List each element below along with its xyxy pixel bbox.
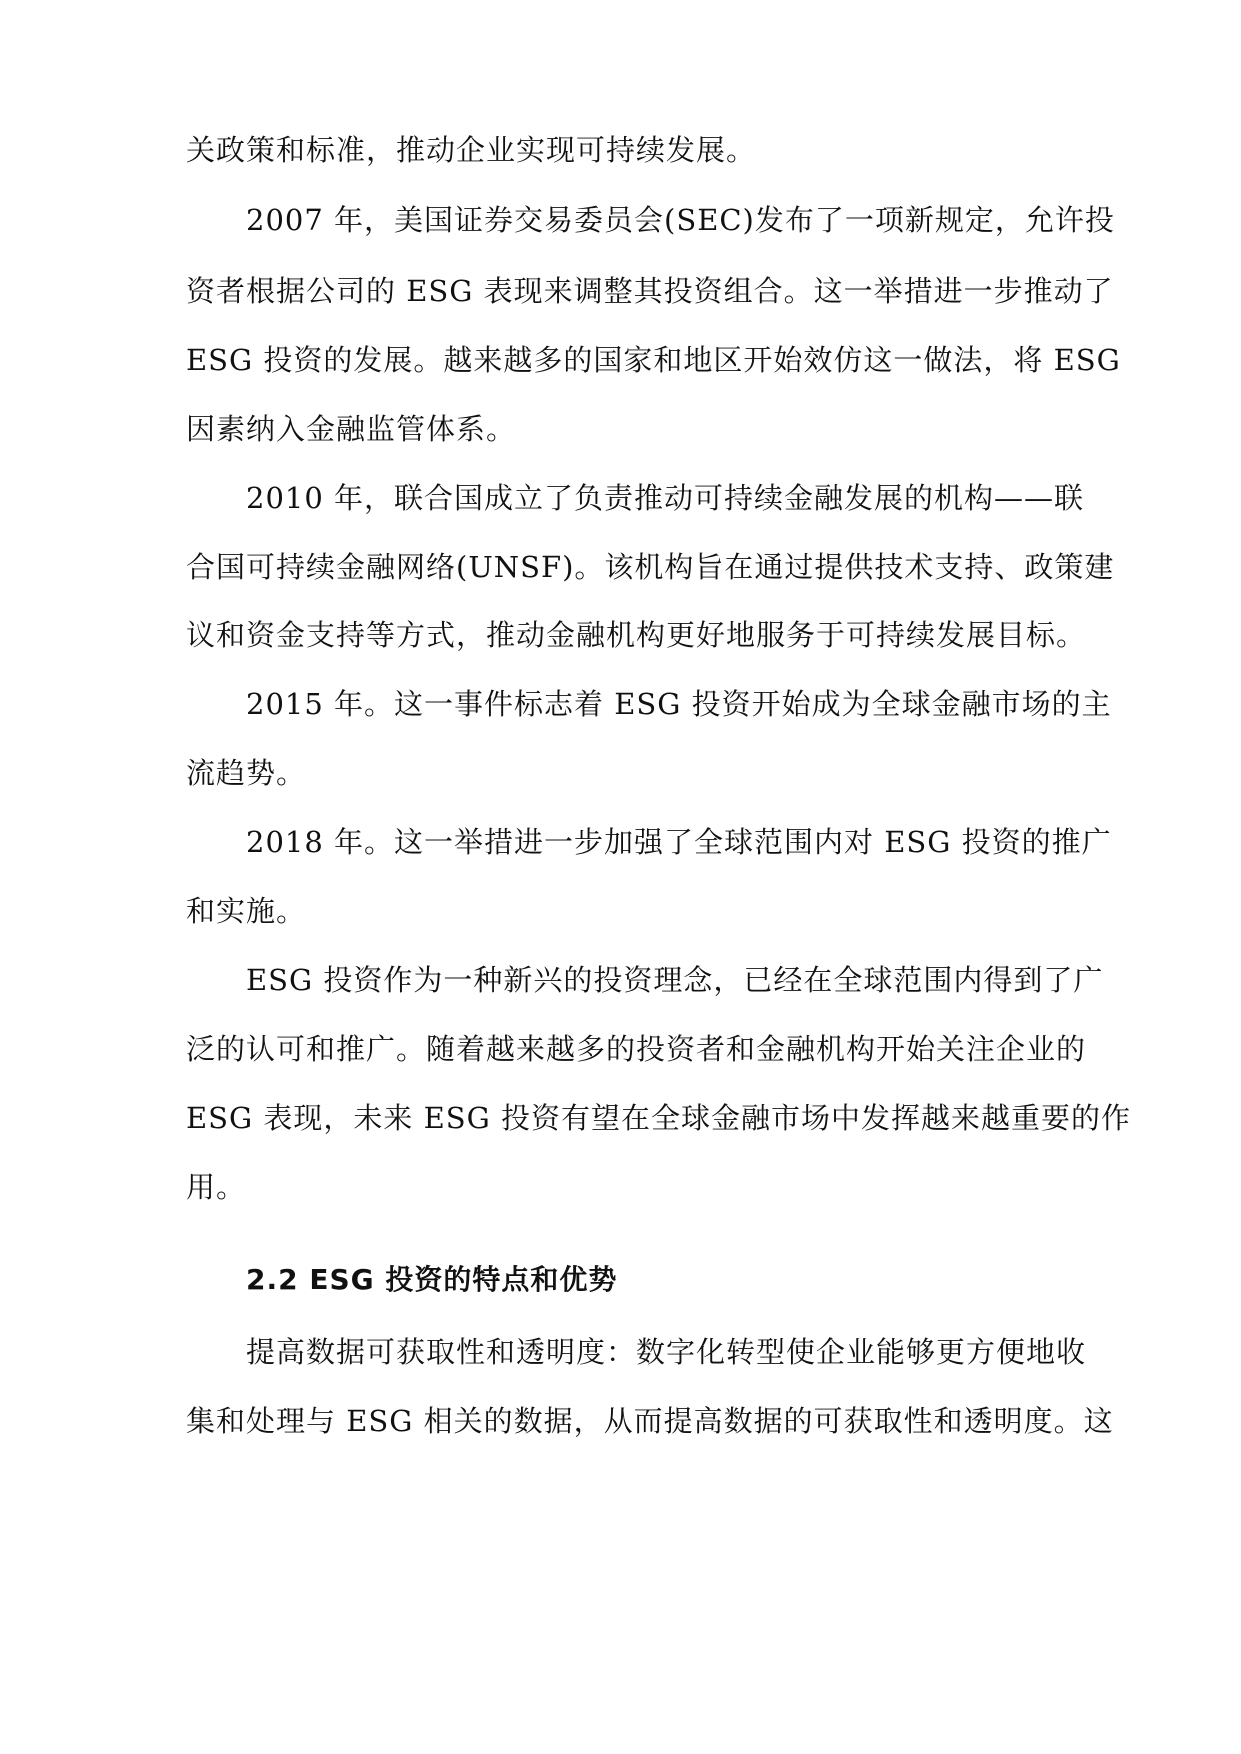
text-line: ESG 表现，未来 ESG 投资有望在全球金融市场中发挥越来越重要的作 bbox=[186, 1101, 1132, 1135]
text-line: 提高数据可获取性和透明度：数字化转型使企业能够更方便地收 bbox=[246, 1335, 1087, 1369]
text-line: 流趋势。 bbox=[186, 756, 307, 790]
text-line: 因素纳入金融监管体系。 bbox=[186, 412, 517, 446]
text-line: ESG 投资作为一种新兴的投资理念，已经在全球范围内得到了广 bbox=[246, 963, 1104, 997]
text-line: 用。 bbox=[186, 1170, 247, 1204]
text-line: 合国可持续金融网络(UNSF)。该机构旨在通过提供技术支持、政策建 bbox=[186, 550, 1115, 584]
section-heading: 2.2 ESG 投资的特点和优势 bbox=[246, 1263, 618, 1296]
text-line: 2007 年，美国证券交易委员会(SEC)发布了一项新规定，允许投 bbox=[246, 203, 1115, 237]
text-line: ESG 投资的发展。越来越多的国家和地区开始效仿这一做法，将 ESG bbox=[186, 343, 1121, 377]
text-line: 资者根据公司的 ESG 表现来调整其投资组合。这一举措进一步推动了 bbox=[186, 274, 1114, 308]
text-line: 集和处理与 ESG 相关的数据，从而提高数据的可获取性和透明度。这 bbox=[186, 1404, 1114, 1438]
text-line: 关政策和标准，推动企业实现可持续发展。 bbox=[186, 133, 757, 167]
text-line: 2018 年。这一举措进一步加强了全球范围内对 ESG 投资的推广 bbox=[246, 825, 1112, 859]
text-line: 2010 年，联合国成立了负责推动可持续金融发展的机构——联 bbox=[246, 481, 1085, 515]
text-line: 和实施。 bbox=[186, 894, 307, 928]
text-line: 2015 年。这一事件标志着 ESG 投资开始成为全球金融市场的主 bbox=[246, 687, 1112, 721]
text-line: 泛的认可和推广。随着越来越多的投资者和金融机构开始关注企业的 bbox=[186, 1032, 1087, 1066]
text-line: 议和资金支持等方式，推动金融机构更好地服务于可持续发展目标。 bbox=[186, 618, 1087, 652]
